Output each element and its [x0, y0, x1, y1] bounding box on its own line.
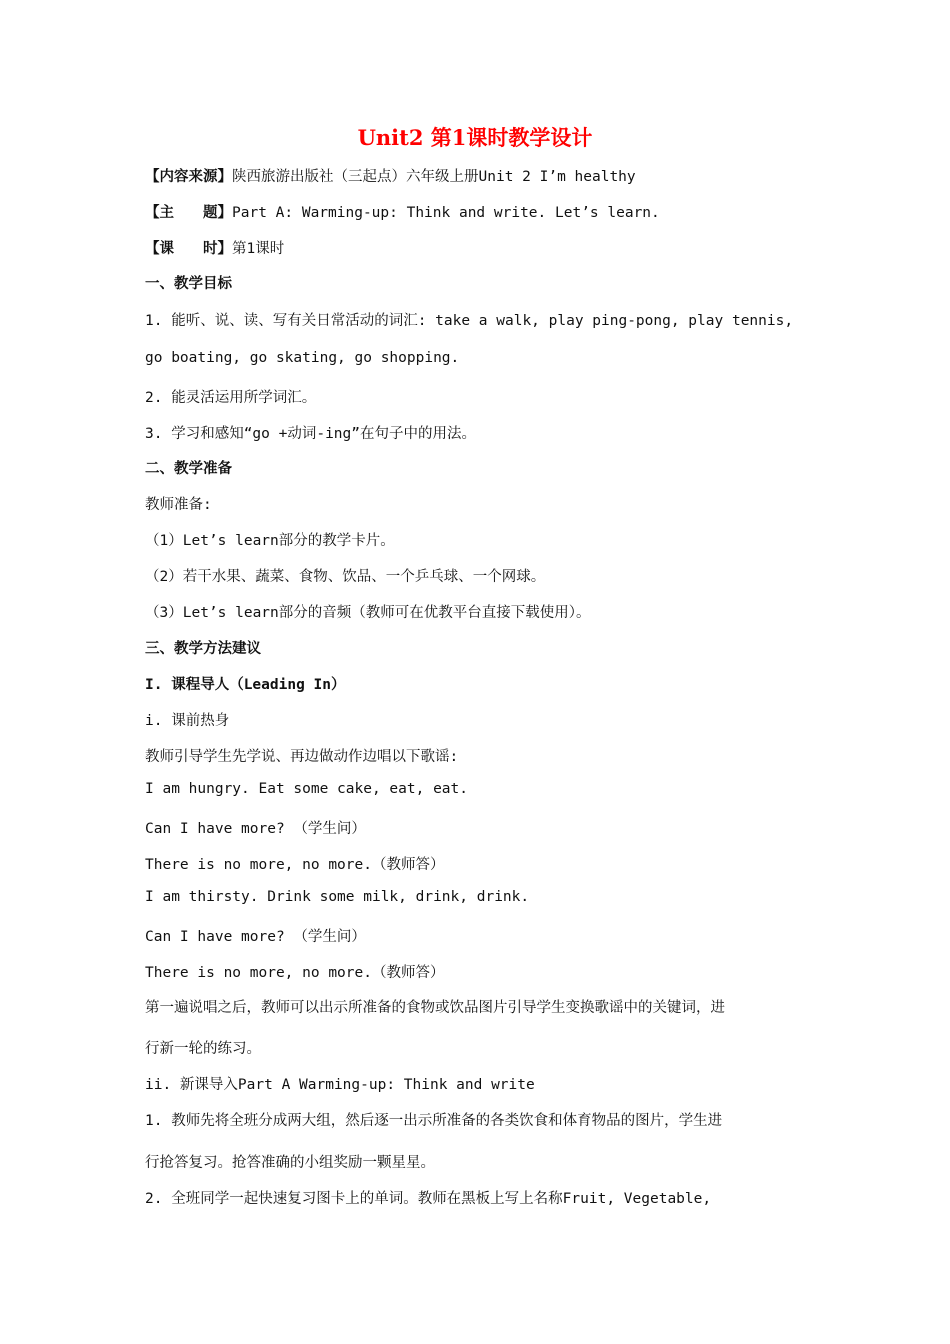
- document-title: Unit2 第1课时教学设计: [357, 125, 593, 150]
- source-value: 陕西旅游出版社（三起点）六年级上册Unit 2 I’m healthy: [232, 169, 636, 185]
- paragraph: 行抢答复习。抢答准确的小组奖励一颗星星。: [145, 1155, 435, 1171]
- subsection-heading: I. 课程导人（Leading In）: [145, 677, 346, 693]
- paragraph: 1. 教师先将全班分成两大组，然后逐一出示所准备的各类饮食和体育物品的图片，学生进: [145, 1113, 723, 1129]
- paragraph: 行新一轮的练习。: [145, 1041, 261, 1057]
- chant-line: There is no more, no more.（教师答）: [145, 965, 445, 981]
- source-label: 【内容来源】: [145, 169, 232, 185]
- prep-item: （1）Let’s learn部分的教学卡片。: [145, 533, 395, 549]
- chant-line: I am hungry. Eat some cake, eat, eat.: [145, 781, 469, 797]
- paragraph: 2. 全班同学一起快速复习图卡上的单词。教师在黑板上写上名称Fruit, Vegetable,: [145, 1191, 712, 1207]
- objective-item: go boating, go skating, go shopping.: [145, 350, 460, 366]
- step-heading: i. 课前热身: [145, 713, 230, 729]
- chant-line: I am thirsty. Drink some milk, drink, drink.: [145, 889, 530, 905]
- section-heading: 一、教学目标: [145, 276, 232, 292]
- paragraph: 第一遍说唱之后，教师可以出示所准备的食物或饮品图片引导学生变换歌谣中的关键词，进: [145, 1000, 725, 1016]
- chant-line: There is no more, no more.（教师答）: [145, 857, 445, 873]
- prep-intro: 教师准备:: [145, 497, 212, 513]
- objective-item: 1. 能听、说、读、写有关日常活动的词汇: take a walk, play ping-pong, play tennis,: [145, 313, 794, 329]
- prep-item: （3）Let’s learn部分的音频（教师可在优教平台直接下载使用）。: [145, 605, 591, 621]
- topic-label: 【主 题】: [145, 205, 232, 221]
- section-heading: 三、教学方法建议: [145, 641, 261, 657]
- source-row: [145, 165, 636, 186]
- period-value: 第1课时: [232, 241, 285, 257]
- topic-value: Part A: Warming-up: Think and write. Let’s learn.: [232, 205, 660, 221]
- period-label: 【课 时】: [145, 241, 232, 257]
- prep-item: （2）若干水果、蔬菜、食物、饮品、一个乒乓球、一个网球。: [145, 569, 546, 585]
- topic-row: [145, 201, 660, 222]
- objective-item: 2. 能灵活运用所学词汇。: [145, 390, 317, 406]
- chant-line: Can I have more? （学生问）: [145, 929, 366, 945]
- chant-line: Can I have more? （学生问）: [145, 821, 366, 837]
- paragraph: 教师引导学生先学说、再边做动作边唱以下歌谣:: [145, 749, 459, 765]
- period-row: [145, 237, 284, 258]
- objective-item: 3. 学习和感知“go +动词-ing”在句子中的用法。: [145, 426, 476, 442]
- section-heading: 二、教学准备: [145, 461, 232, 477]
- step-heading: ii. 新课导入Part A Warming-up: Think and write: [145, 1077, 535, 1093]
